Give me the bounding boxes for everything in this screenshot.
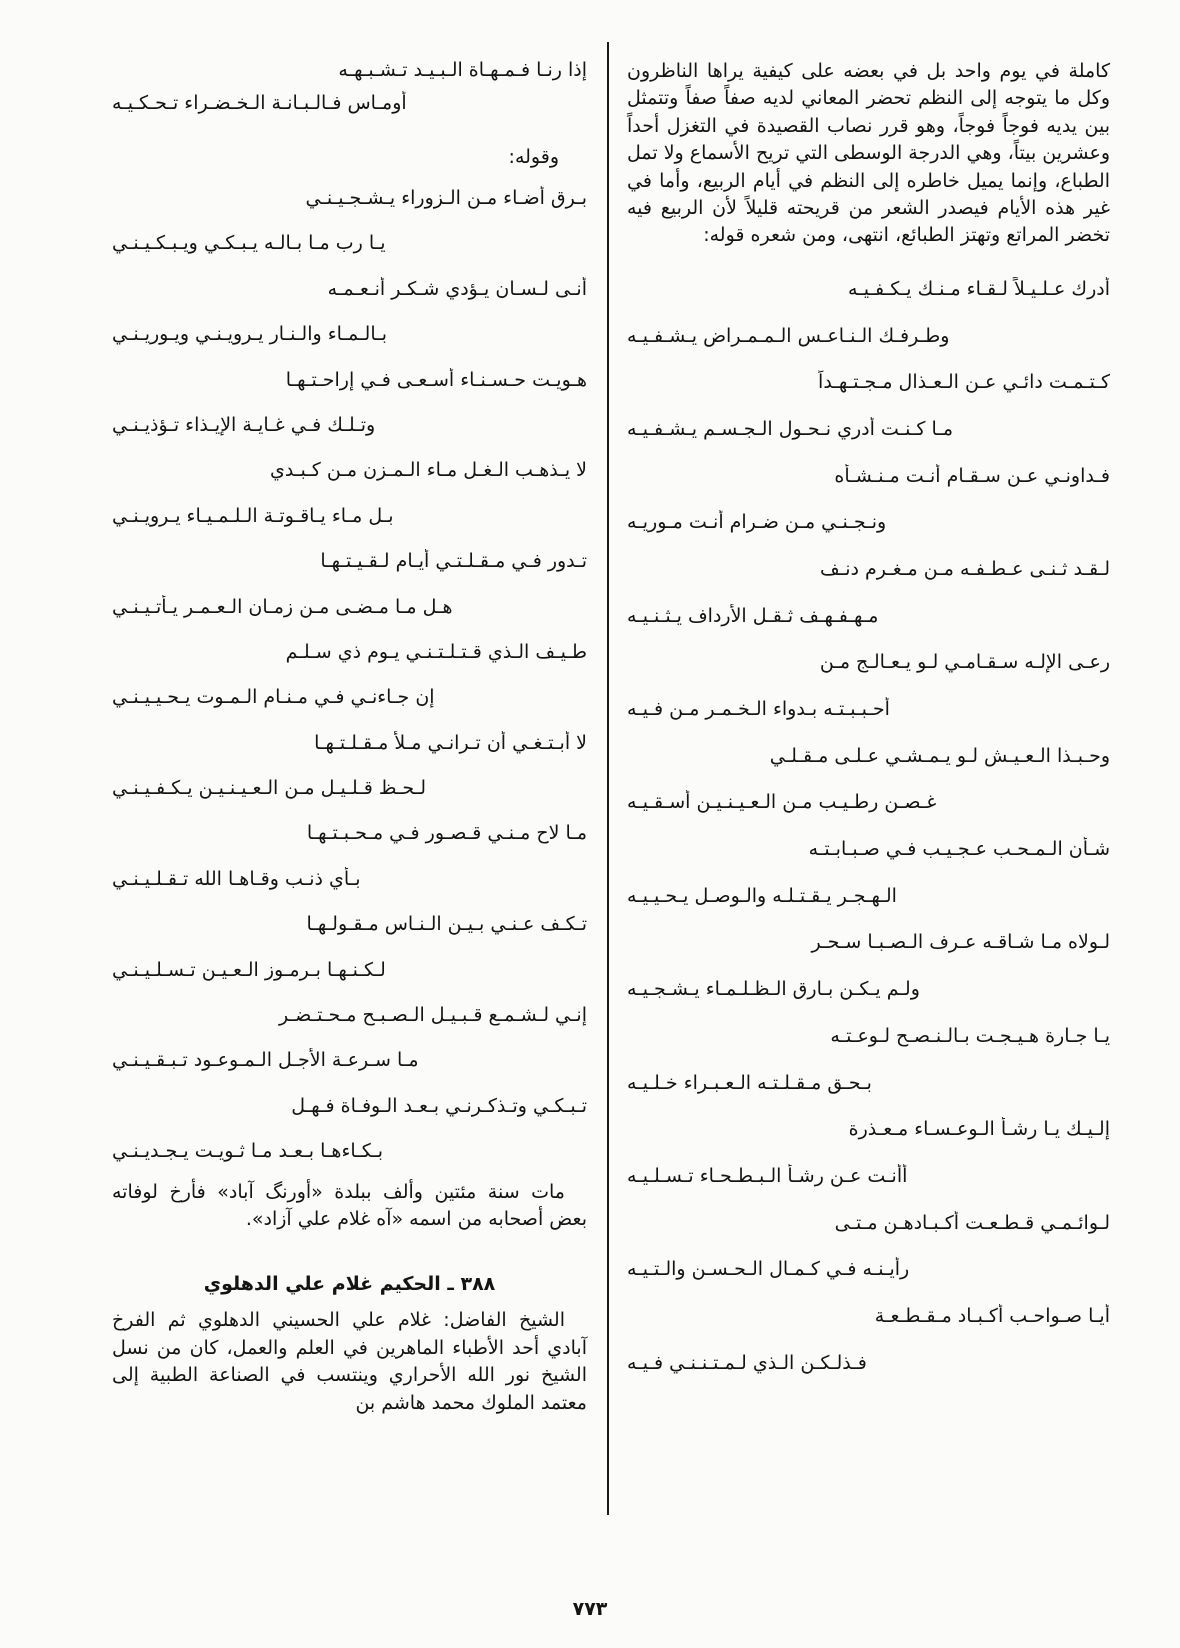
- verse-line: لا يـذهـب الـغـل مـاء الـمـزن مـن كـبـدي: [270, 459, 587, 482]
- verse-line: ولـم يـكـن بـارق الـظـلـمـاء يـشـجـيـه: [627, 978, 920, 1001]
- verse-line: مـهـفـهـف ثـقـل الأرداف يـثـنـيـه: [627, 604, 879, 627]
- verse-line: لـكـنـهـا بـرمـوز الـعـيـن تـسـلـيـنـي: [112, 958, 386, 981]
- verse-line: لـقـد ثـنـى عـطـفـه مـن مـغـرم دنـف: [819, 557, 1110, 580]
- death-note: مات سنة مئتين وألف ببلدة «أورنگ آباد» فأرخ لوفاته بعض أصحابه من اسمه «آه غلام علي آزاد».: [112, 1180, 587, 1230]
- verse-line: تـدور فـي مـقـلـتـي أيـام لـقـيـتـهـا: [320, 550, 587, 573]
- verse-line: وطـرفـك الـنـاعـس الـمـمـراض يـشـفـيـه: [627, 324, 950, 347]
- left-poem: [112, 186, 587, 1163]
- verse-line: لا أبـتـغـي أن تـرانـي مـلأ مـقـلـتـهـا: [314, 731, 587, 754]
- verse-line: فـداونـي عـن سـقـام أنـت مـنـشـأه: [834, 464, 1110, 487]
- entry-paragraph: الشيخ الفاضل: غلام علي الحسيني الدهلوي ثم الفرخ آبادي أحد الأطباء الماهرين في العلم والعمل، كان من نسل الشيخ نور الله الأحراري وينتسب في الصناعة الطبية إلى معتمد الملوك محمد هاشم بن: [112, 1309, 587, 1414]
- verse-line: فـذلـكـن الـذي لـمـتـنـنـي فـيـه: [627, 1351, 867, 1374]
- verse-line: أحـبـبـتـه بـدواء الـخـمـر مـن فـيـه: [627, 698, 890, 721]
- verse-line: بـرق أضـاء مـن الـزوراء يـشـجـيـنـي: [305, 187, 587, 209]
- right-column: [627, 58, 1110, 1397]
- left-column: [112, 58, 587, 1417]
- verse-line: شـأن الـمـحـب عـجـيـب فـي صـبـابـتـه: [808, 838, 1110, 861]
- verse-line: إلـيـك يـا رشـأ الـوعـسـاء مـعـذرة: [848, 1118, 1110, 1141]
- verse-line: طـيـف الـذي قـتـلـتـنـي يـوم ذي سـلـم: [285, 640, 587, 663]
- verse-line: غـصـن رطـيـب مـن الـعـيـنـيـن أسـقـيـه: [627, 791, 937, 814]
- verse-line: تـكـف عـنـي بـيـن الـنـاس مـقـولـهـا: [306, 913, 587, 936]
- verse-line: أأنـت عـن رشـأ الـبـطـحـاء تـسـلـيـه: [627, 1164, 908, 1187]
- verse-line: بـل مـاء يـاقـوتـة الـلـمـيـاء يـرويـنـي: [112, 504, 394, 527]
- verse-line: أيـا صـواحـب أكـبـاد مـقـطـعـة: [874, 1304, 1110, 1327]
- verse-line: بـكـاءهـا بـعـد مـا ثـويـت يـجـديـنـي: [112, 1140, 384, 1163]
- verse-line: يـا رب مـا بـالـه يـبـكـي ويـبـكـيـنـي: [112, 232, 386, 255]
- verse-line: رعـى الإلـه سـقـامـي لـو يـعـالـج مـن: [819, 651, 1110, 674]
- verse-line: هـل مـا مـضـى مـن زمـان الـعـمـر يـأتـيـنـي: [112, 595, 453, 618]
- verse-line: الـهـجـر يـقـتـلـه والـوصـل يـحـيـيـه: [627, 884, 897, 907]
- column-divider: [607, 42, 609, 1515]
- verse-line: لـحـظ قـلـيـل مـن الـعـيـنـيـن يـكـفـيـنـي: [112, 777, 427, 800]
- verse-line: مـا لاح مـنـي قـصـور فـي مـحـبـتـهـا: [306, 822, 587, 845]
- verse-line: بـحـق مـقـلـتـه الـعـبـراء خـلـيـه: [627, 1071, 872, 1094]
- verse-line: مـا سـرعـة الأجـل الـمـوعـود تـبـقـيـنـي: [112, 1049, 419, 1072]
- verse-line: إن جـاءنـي فـي مـنـام الـمـوت يـحـيـيـنـي: [112, 686, 435, 709]
- verse-line: هـويـت حـسـنـاء أسـعـى فـي إراحـتـهـا: [285, 368, 587, 391]
- verse-line: وتـلـك فـي غـايـة الإيـذاء تـؤذيـنـي: [112, 413, 376, 436]
- verse-line: أومـاس فـالـبـانـة الـخـضـراء تـحـكـيـه: [112, 92, 407, 114]
- verse-line: يـا جـارة هـيـجـت بـالـنـصـح لـوعـتـه: [830, 1024, 1110, 1047]
- right-poem: [627, 277, 1110, 1375]
- verse-line: مـا كـنـت أدري نـحـول الـجـسـم يـشـفـيـه: [627, 417, 954, 440]
- verse-line: ونـجـنـي مـن ضـرام أنـت مـوريـه: [627, 511, 887, 534]
- verse-line: بـأي ذنـب وقـاهـا الله تـقـلـيـنـي: [112, 867, 361, 890]
- left-top-verses: [112, 58, 587, 115]
- verse-intro-label: وقوله:: [508, 146, 559, 168]
- verse-line: تـبـكـي وتـذكـرنـي بـعـد الـوفـاة فـهـل: [291, 1094, 587, 1117]
- verse-line: رأيـنـه فـي كـمـال الـحـسـن والـتـيـه: [627, 1258, 910, 1281]
- verse-line: كـتـمـت دائـي عـن الـعـذال مـجـتـهـداً: [818, 371, 1110, 394]
- verse-line: إنـي لـشـمـع قـبـيـل الـصـبـح مـحـتـضـر: [279, 1004, 587, 1027]
- verse-line: لـوائـمـي قـطـعـت أكـبـادهـن مـتـى: [834, 1211, 1110, 1234]
- verse-line: إذا رنـا فـمـهـاة الـبـيـد تـشـبـهـه: [338, 59, 587, 81]
- verse-line: وحـبـذا الـعـيـش لـو يـمـشـي عـلـى مـقـلـي: [769, 744, 1110, 767]
- verse-line: بـالـمـاء والـنـار يـرويـنـي ويـوريـنـي: [112, 323, 387, 346]
- verse-line: أدرك عـلـيـلاً لـقـاء مـنـك يـكـفـيـه: [847, 277, 1110, 300]
- page-number: ٧٧٣: [572, 1598, 608, 1620]
- verse-line: لـولاه مـا شـاقـه عـرف الـصـبـا سـحـر: [811, 931, 1110, 954]
- verse-line: أنـى لـسـان يـؤدي شـكـر أنـعـمـه: [327, 277, 587, 300]
- intro-paragraph: كاملة في يوم واحد بل في بعضه على كيفية يراها الناظرون وكل ما يتوجه إلى النظم تحضر المعاني لديه صفاً صفاً وتتمثل بين يديه فوجاً فوجاً، وهو قرر نصاب القصيدة في التغزل أحداً وعشرين بيتاً، وهي الدرجة الوسطى التي تريح الأسماع ولا تمل الطباع، وإنما يميل خاطره إلى النظم في أيام الربيع، وأما في غير هذه الأيام فيصدر الشعر من قريحته قليلاً لأن الربيع فيه تخضر المراتع وتهتز الطبائع، انتهى، ومن شعره قوله:: [627, 60, 1110, 247]
- entry-heading: ٣٨٨ ـ الحكيم غلام علي الدهلوي: [203, 1273, 496, 1296]
